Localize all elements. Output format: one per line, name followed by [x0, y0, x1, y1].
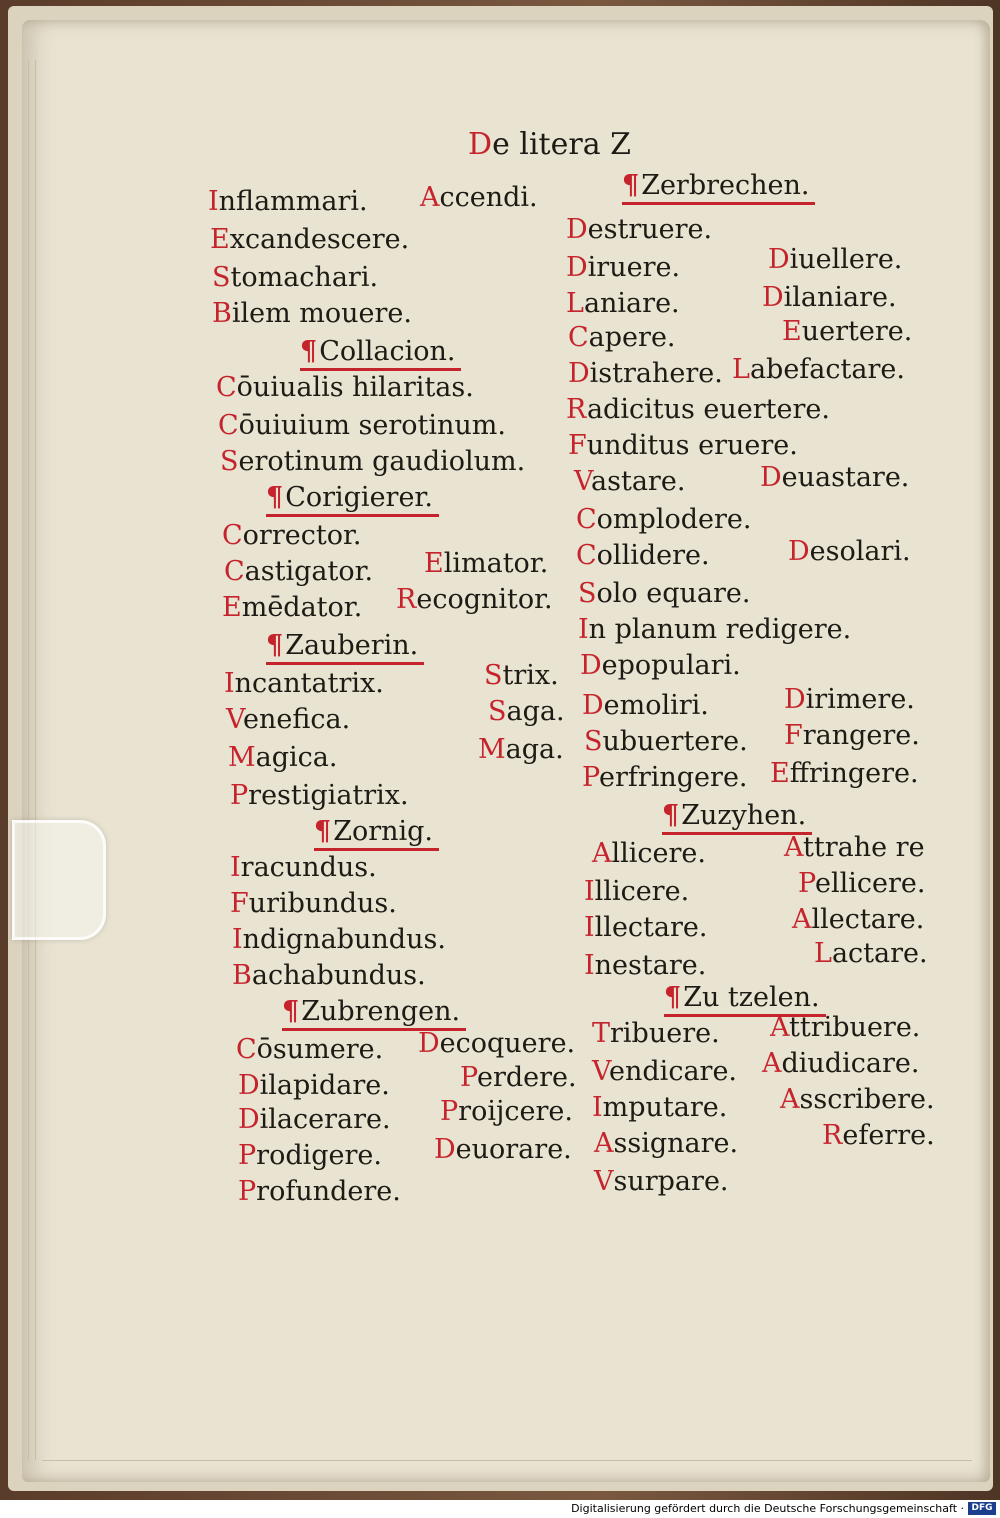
- right-entry: Illicere.: [584, 876, 690, 907]
- left-entry: Deuorare.: [434, 1134, 572, 1165]
- right-entry: Perfringere.: [582, 762, 748, 793]
- right-entry: Capere.: [568, 322, 676, 353]
- right-entry: Laniare.: [566, 288, 680, 319]
- right-entry: Asscribere.: [780, 1084, 935, 1115]
- right-entry: Adiudicare.: [762, 1048, 920, 1079]
- left-entry: Cōuiualis hilaritas.: [216, 372, 474, 403]
- left-entry: Incantatrix.: [224, 668, 384, 699]
- right-entry: Euertere.: [782, 316, 913, 347]
- left-section-heading: ¶ Zubrengen.: [282, 996, 466, 1031]
- left-entry: Dilapidare.: [238, 1070, 390, 1101]
- left-entry: Iracundus.: [230, 852, 377, 883]
- right-entry: Illectare.: [584, 912, 708, 943]
- right-entry: Distrahere.: [568, 358, 723, 389]
- right-entry: Radicitus euertere.: [566, 394, 830, 425]
- right-entry: Destruere.: [566, 214, 713, 245]
- left-entry: Cōsumere.: [236, 1034, 384, 1065]
- right-entry: In planum redigere.: [578, 614, 852, 645]
- right-entry: Labefactare.: [732, 354, 905, 385]
- left-entry: Stomachari.: [212, 262, 379, 293]
- dfg-logo: DFG: [968, 1502, 996, 1515]
- left-entry: Decoquere.: [418, 1028, 576, 1059]
- right-entry: Imputare.: [592, 1092, 728, 1123]
- left-entry: Prestigiatrix.: [230, 780, 409, 811]
- right-entry: Effringere.: [770, 758, 919, 789]
- left-entry: Furibundus.: [230, 888, 397, 919]
- left-section-heading: ¶ Zauberin.: [266, 630, 424, 665]
- left-entry: Bachabundus.: [232, 960, 426, 991]
- left-entry: Serotinum gaudiolum.: [220, 446, 526, 477]
- left-entry: Inflammari.: [208, 186, 368, 217]
- right-entry: Dilaniare.: [762, 282, 897, 313]
- left-entry: Profundere.: [238, 1176, 401, 1207]
- left-entry: Excandescere.: [210, 224, 410, 255]
- left-entry: Bilem mouere.: [212, 298, 412, 329]
- right-entry: Assignare.: [594, 1128, 739, 1159]
- right-entry: Inestare.: [584, 950, 707, 981]
- right-entry: Diruere.: [566, 252, 681, 283]
- right-entry: Referre.: [822, 1120, 935, 1151]
- left-entry: Magica.: [228, 742, 338, 773]
- right-entry: Deuastare.: [760, 462, 910, 493]
- right-entry: Dirimere.: [784, 684, 915, 715]
- right-entry: Diuellere.: [768, 244, 903, 275]
- right-entry: Lactare.: [814, 938, 928, 969]
- left-entry: Proijcere.: [440, 1096, 573, 1127]
- right-entry: Depopulari.: [580, 650, 741, 681]
- left-entry: Dilacerare.: [238, 1104, 391, 1135]
- right-section-heading: ¶ Zerbrechen.: [622, 170, 815, 205]
- right-entry: Collidere.: [576, 540, 710, 571]
- right-section-heading: ¶ Zuzyhen.: [662, 800, 812, 835]
- left-entry: Perdere.: [460, 1062, 577, 1093]
- footer-bar: [0, 1500, 1000, 1518]
- right-entry: Vastare.: [574, 466, 686, 497]
- right-entry: Attribuere.: [770, 1012, 921, 1043]
- left-section-heading: ¶ Collacion.: [300, 336, 461, 371]
- page-clip: [12, 820, 106, 940]
- left-entry: Castigator.: [224, 556, 374, 587]
- right-entry: Attrahe re: [784, 832, 925, 863]
- left-entry: Recognitor.: [396, 584, 553, 615]
- right-entry: Solo equare.: [578, 578, 751, 609]
- left-entry: Saga.: [488, 696, 565, 727]
- left-entry: Emēdator.: [222, 592, 363, 623]
- right-entry: Vsurpare.: [594, 1166, 729, 1197]
- left-section-heading: ¶ Zornig.: [314, 816, 439, 851]
- page-title: De litera Z: [468, 127, 631, 162]
- left-entry: Elimator.: [424, 548, 549, 579]
- right-entry: Frangere.: [784, 720, 920, 751]
- right-entry: Desolari.: [788, 536, 911, 567]
- right-entry: Tribuere.: [592, 1018, 720, 1049]
- right-entry: Allicere.: [592, 838, 706, 869]
- left-entry: Cōuiuium serotinum.: [218, 410, 506, 441]
- left-entry: Accendi.: [420, 182, 538, 213]
- right-entry: Allectare.: [792, 904, 925, 935]
- right-entry: Complodere.: [576, 504, 752, 535]
- left-entry: Prodigere.: [238, 1140, 382, 1171]
- left-section-heading: ¶ Corigierer.: [266, 482, 439, 517]
- right-entry: Subuertere.: [584, 726, 748, 757]
- right-entry: Vendicare.: [592, 1056, 738, 1087]
- left-entry: Indignabundus.: [232, 924, 446, 955]
- left-entry: Venefica.: [226, 704, 351, 735]
- left-entry: Strix.: [484, 660, 559, 691]
- footer-credit: Digitalisierung gefördert durch die Deutsche Forschungsgemeinschaft ·: [571, 1502, 964, 1515]
- right-entry: Pellicere.: [798, 868, 926, 899]
- right-section-heading: ¶ Zu tzelen.: [664, 982, 826, 1017]
- left-entry: Maga.: [478, 734, 564, 765]
- right-entry: Demoliri.: [582, 690, 709, 721]
- right-entry: Funditus eruere.: [568, 430, 798, 461]
- left-entry: Corrector.: [222, 520, 362, 551]
